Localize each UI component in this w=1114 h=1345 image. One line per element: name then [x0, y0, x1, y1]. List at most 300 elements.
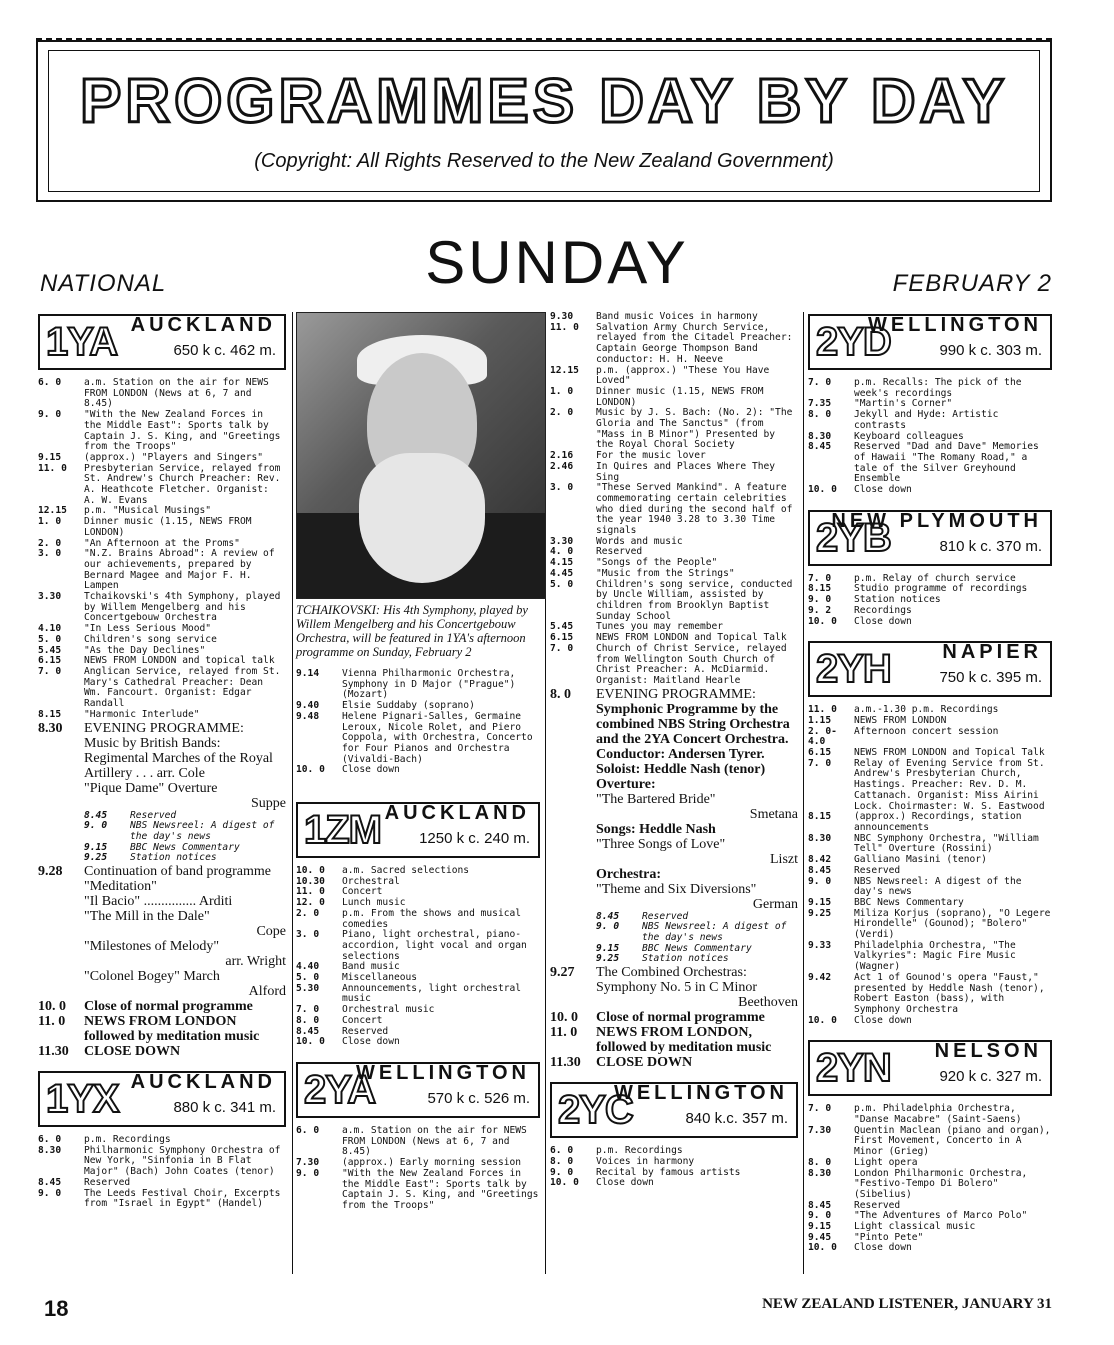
entry-text: Lunch music: [342, 897, 406, 909]
entry-time: 9. 0: [808, 875, 832, 887]
schedule-entry: [38, 464, 286, 507]
entry-time: 7. 0: [296, 1004, 320, 1016]
entry-text: Orchestral music: [342, 1004, 435, 1016]
entry-text: "With the New Zealand Forces in the Middle East": Sports talk by Captain J. S. King, and "Greetings from the Troops": [342, 1167, 539, 1211]
station-frequency: 1250 k c. 240 m.: [419, 830, 530, 848]
schedule-entry: [550, 537, 798, 548]
entry-text: Music by J. S. Bach: (No. 2): "The Gloria and The Sanctus" (from "Mass in B Minor") Presented by the Royal Choral Society: [596, 407, 793, 451]
entry-time: 12. 0: [296, 897, 325, 909]
entry-time: 11. 0: [296, 886, 325, 898]
entry-time: 8.45: [808, 441, 832, 453]
station-header-2ya: [296, 1062, 540, 1118]
entry-text: "The Mill in the Dale": [84, 909, 210, 925]
entry-time: 3.30: [550, 535, 574, 547]
entry-text: "As the Day Declines": [84, 644, 206, 656]
schedule-entry: [808, 606, 1052, 617]
entry-time: 9.15: [808, 896, 832, 908]
entry-time: 8. 0: [808, 409, 832, 421]
entry-time: 4. 0: [550, 546, 574, 558]
entry-text: London Philharmonic Orchestra, "Festivo-Tempo Di Bolero" (Sibelius): [854, 1167, 1028, 1200]
station-header-1ya: [38, 314, 286, 370]
entry-time: 7.30: [296, 1157, 320, 1169]
schedule-entry: [808, 595, 1052, 606]
schedule-entry: [296, 930, 540, 962]
entry-text: Keyboard colleagues: [854, 430, 964, 442]
schedule-entry: [296, 887, 540, 898]
entry-text: p.m. Recalls: The pick of the week's recordings: [854, 377, 1022, 399]
entry-text: BBC News Commentary: [130, 841, 240, 853]
entry-text: Reserved: [854, 864, 901, 876]
entry-time: 9.15: [596, 942, 620, 954]
station-city: WELLINGTON: [613, 1082, 788, 1105]
entry-time: 11. 0: [550, 321, 579, 333]
schedule-2yd: [808, 378, 1052, 496]
entry-text: "Milestones of Melody": [84, 939, 220, 955]
banner-title: PROGRAMMES DAY BY DAY: [79, 67, 1009, 136]
station-city: AUCKLAND: [384, 802, 530, 825]
entry-time: 7.30: [808, 1124, 832, 1136]
entry-time: 7. 0: [550, 642, 574, 654]
station-frequency: 840 k.c. 357 m.: [685, 1110, 788, 1128]
entry-text: Children's song service, conducted by Uncle William, assisted by children from Brooklyn Baptist Sunday School: [596, 578, 793, 622]
entry-text: p.m. (approx.) "These You Have Loved": [596, 364, 770, 387]
schedule-entry: [808, 1222, 1052, 1233]
entry-text: Close of normal programme: [84, 999, 253, 1015]
evening-composer: Smetana: [749, 806, 798, 822]
entry-time: 4.10: [38, 623, 62, 635]
schedule-entry: [808, 812, 1052, 833]
entry-time: 8.45: [808, 864, 832, 876]
schedule-entry: [550, 644, 798, 687]
entry-time: 4.45: [550, 567, 574, 579]
entry-text: Jekyll and Hyde: Artistic contrasts: [854, 409, 999, 431]
entry-time: 9.48: [296, 710, 320, 722]
entry-time: 11. 0: [550, 1025, 578, 1041]
station-header-1yx: [38, 1071, 286, 1127]
entry-time: 5.45: [38, 644, 62, 656]
entry-text: "Pinto Pete": [854, 1231, 924, 1243]
schedule-entry: [808, 1169, 1052, 1201]
schedule-entry: [38, 378, 286, 410]
entry-text: p.m. From the shows and musical comedies: [342, 907, 522, 930]
column-rule: [292, 312, 293, 1274]
entry-time: 11. 0: [38, 462, 67, 474]
entry-text: NBC Symphony Orchestra, "William Tell" Overture (Rossini): [854, 832, 1039, 855]
entry-time: 9.30: [550, 311, 574, 322]
station-logo: 2YA: [304, 1067, 376, 1112]
schedule-entry: [808, 866, 1052, 877]
station-city: NEW PLYMOUTH: [831, 509, 1042, 532]
entry-time: 5. 0: [38, 633, 62, 645]
station-frequency: 650 k c. 462 m.: [173, 342, 276, 359]
entry-text: NBS Newsreel: A digest of the day's news: [642, 921, 787, 944]
entry-text: Afternoon concert session: [854, 725, 999, 737]
entry-time: 8.45: [296, 1025, 320, 1037]
schedule-entry: [296, 1016, 540, 1027]
photo-caption: TCHAIKOVSKI: His 4th Symphony, played by Willem Mengelberg and his Concertgebouw Orchestra, will be featured in 1YA's afternoon programme on Sunday, February 2: [296, 603, 528, 659]
entry-text: Galliano Masini (tenor): [854, 854, 987, 866]
entry-text: Station notices: [854, 594, 941, 606]
schedule-entry: [808, 855, 1052, 866]
schedule-entry: [550, 462, 798, 483]
entry-time: 9.25: [84, 852, 108, 864]
schedule-entry: [550, 1010, 798, 1025]
evening-heading: 8.30 EVENING PROGRAMME:: [38, 720, 244, 736]
entry-text: "N.Z. Brains Abroad": A review of our achievements, prepared by Bernard Magee and Major F. H. Lampen: [84, 548, 275, 592]
entry-time: 10. 0: [550, 1177, 579, 1189]
schedule-entry: [38, 592, 286, 624]
entry-text: Concert: [342, 886, 383, 898]
station-header-2yn: [808, 1040, 1052, 1096]
entry-time: 8. 0: [296, 1014, 320, 1026]
banner-subtitle: (Copyright: All Rights Reserved to the New Zealand Government): [254, 150, 834, 172]
entry-time: 8.30: [808, 832, 832, 844]
entry-time: 9. 0: [38, 1187, 62, 1199]
station-city: AUCKLAND: [130, 1071, 276, 1094]
entry-time: 11. 0: [38, 1014, 66, 1030]
entry-text: Concert: [342, 1014, 383, 1026]
entry-text: Band music Voices in harmony: [596, 311, 758, 322]
entry-text: BBC News Commentary: [642, 942, 752, 954]
entry-text: "Colonel Bogey" March: [84, 969, 220, 985]
station-frequency: 810 k c. 370 m.: [939, 537, 1042, 555]
evening-item: "Theme and Six Diversions": [596, 881, 757, 897]
entry-text: Vienna Philharmonic Orchestra, Symphony in D Major ("Prague") (Mozart): [342, 668, 516, 701]
entry-time: 10. 0: [808, 1242, 837, 1254]
schedule-entry: [38, 1178, 286, 1189]
entry-text: NBS Newsreel: A digest of the day's news: [130, 820, 275, 842]
schedule-entry: [38, 710, 286, 721]
entry-time: 8.30: [38, 1144, 62, 1156]
entry-time: 7. 0: [38, 665, 62, 677]
schedule-entry: [808, 1126, 1052, 1158]
schedule-entry: [38, 1146, 286, 1178]
evening-heading: 9.28 Continuation of band programme: [38, 864, 272, 880]
entry-text: Quentin Maclean (piano and organ), First Movement, Concerto in A Minor (Grieg): [854, 1124, 1051, 1158]
entry-time: 10. 0: [808, 615, 837, 627]
evening-subheading: Overture:: [596, 776, 656, 792]
entry-text: "Songs of the People": [596, 557, 718, 569]
entry-time: 11.30: [38, 1044, 69, 1060]
entry-time: 4.40: [296, 961, 320, 973]
evening-subheading: Songs: Heddle Nash: [596, 821, 716, 837]
schedule-entry: [84, 909, 286, 939]
entry-text: NEWS FROM LONDON, followed by meditation music: [596, 1025, 772, 1056]
entry-time: 8.42: [808, 854, 832, 866]
entry-time: 5. 0: [296, 972, 320, 984]
entry-text: Children's song service: [84, 633, 217, 645]
entry-text: a.m.-1.30 p.m. Recordings: [854, 704, 999, 716]
station-city: AUCKLAND: [130, 314, 276, 336]
schedule-1zm: [296, 866, 540, 1048]
schedule-entry: [808, 898, 1052, 909]
schedule-2yb: [808, 574, 1052, 628]
entry-time: 9.14: [296, 668, 320, 679]
entry-time: 9.15: [38, 451, 62, 463]
entry-text: Miliza Korjus (soprano), "O Legere Hirondelle" (Gounod); "Bolero" (Verdi): [854, 907, 1051, 941]
station-frequency: 990 k c. 303 m.: [939, 342, 1042, 359]
schedule-entry: [296, 765, 540, 776]
entry-time: 9.25: [596, 953, 620, 965]
schedule-entry: [38, 549, 286, 592]
entry-text: a.m. Sacred selections: [342, 865, 470, 877]
schedule-entry: [84, 853, 286, 864]
schedule-entry: [296, 1037, 540, 1048]
station-header-1zm: [296, 802, 540, 858]
entry-time: 2. 0: [296, 907, 320, 919]
entry-time: 9.40: [296, 700, 320, 712]
entry-time: 5.30: [296, 982, 320, 994]
entry-time: 7.35: [808, 398, 832, 410]
schedule-2yn: [808, 1104, 1052, 1254]
entry-text: Presbyterian Service, relayed from St. Andrew's Church Preacher: Rev. A. Heathcote Fletcher. Organist: A. W. Evans: [84, 462, 281, 506]
schedule-entry: [296, 1126, 540, 1158]
entry-time: 8. 0: [550, 1155, 574, 1167]
entry-text: a.m. Station on the air for NEWS FROM LONDON (News at 6, 7 and 8.45): [84, 377, 269, 410]
column-3: [550, 312, 798, 1189]
station-city: WELLINGTON: [355, 1061, 530, 1084]
entry-text: "Il Bacio" ............... Arditi: [84, 894, 233, 910]
schedule-1yx: [38, 1135, 286, 1210]
evening-subtitle: Music by British Bands:: [84, 735, 221, 751]
schedule-entry: [550, 483, 798, 537]
entry-text: Close down: [854, 1014, 912, 1026]
entry-text: "Harmonic Interlude": [84, 708, 200, 720]
entry-time: 8.45: [38, 1176, 62, 1188]
entry-text: The Leeds Festival Choir, Excerpts from "Israel in Egypt" (Handel): [84, 1187, 281, 1210]
entry-text: Reserved "Dad and Dave" Memories of Hawaii "The Romany Road," a tale of the Silver Greyhound Ensemble: [854, 441, 1039, 485]
entry-text: Band music: [342, 961, 400, 973]
schedule-entry: [550, 387, 798, 408]
schedule-entry: [84, 969, 286, 999]
entry-time: 10. 0: [550, 1010, 578, 1026]
schedule-entry: [596, 922, 798, 943]
top-rule: [36, 38, 1052, 40]
schedule-entry: [808, 1016, 1052, 1027]
entry-time: 4.15: [550, 557, 574, 569]
evening-composer: German: [752, 896, 798, 912]
entry-time: 10. 0: [808, 1014, 837, 1026]
entry-text: Voices in harmony: [596, 1155, 695, 1167]
schedule-entry: [550, 569, 798, 580]
entry-time: 6.15: [808, 747, 832, 759]
entry-time: 12.15: [550, 364, 579, 376]
entry-time: 9.15: [84, 841, 108, 853]
station-frequency: 880 k c. 341 m.: [173, 1099, 276, 1117]
station-logo: 2YD: [816, 320, 891, 364]
entry-time: 6. 0: [550, 1145, 574, 1157]
schedule-entry: [550, 1055, 798, 1070]
schedule-entry: [550, 366, 798, 387]
schedule-entry: [296, 1169, 540, 1212]
band-items: [38, 879, 286, 999]
schedule-entry: [808, 1243, 1052, 1254]
entry-text: Close down: [342, 1036, 400, 1048]
schedule-entry: [84, 821, 286, 842]
station-city: NELSON: [934, 1040, 1042, 1063]
entry-time: 3. 0: [296, 929, 320, 941]
entry-text: Close of normal programme: [596, 1010, 765, 1026]
schedule-entry: [38, 1189, 286, 1210]
schedule-entry: [808, 834, 1052, 855]
schedule-entry: [296, 909, 540, 930]
entry-time: 1. 0: [38, 516, 62, 528]
schedule-entry: [550, 580, 798, 623]
entry-text: (approx.) Recordings, station announcements: [854, 811, 1022, 833]
schedule-entry: [296, 712, 540, 766]
entry-time: 10. 0: [296, 764, 325, 776]
entry-text: Dinner music (1.15, NEWS FROM LONDON): [84, 516, 252, 538]
entry-time: 6.15: [38, 655, 62, 667]
entry-time: 8.15: [38, 708, 62, 720]
entry-text: NEWS FROM LONDON and Topical Talk: [596, 632, 787, 644]
entry-time: 1. 0: [550, 385, 574, 397]
entry-text: Recordings: [854, 604, 912, 616]
entry-text: p.m. Recordings: [596, 1145, 683, 1157]
entry-text: Reserved: [130, 809, 177, 821]
tchaikovski-portrait: [296, 312, 546, 599]
entry-text: "Music from the Strings": [596, 567, 735, 579]
entry-time: 9.15: [808, 1221, 832, 1233]
column-2: [296, 312, 540, 1212]
entry-time: 2. 0: [38, 537, 62, 549]
station-header-2yd: [808, 314, 1052, 370]
entry-text: Anglican Service, relayed from St. Mary's Cathedral Preacher: Dean Wm. Fancourt. Organist: Edgar Randall: [84, 665, 281, 710]
entry-text: CLOSE DOWN: [84, 1044, 181, 1060]
entry-text: Close down: [854, 615, 912, 627]
entry-text: "These Served Mankind". A feature commemorating certain celebrities who died during the second half of the year 1940 3.28 to 3.30 Time signals: [596, 482, 793, 537]
entry-text: Close down: [342, 764, 400, 776]
entry-time: 10.30: [296, 875, 325, 887]
evening-composer: Beethoven: [738, 995, 798, 1011]
schedule-entry: [550, 323, 798, 366]
evening-heading: 8. 0 EVENING PROGRAMME:: [550, 686, 756, 702]
entry-text: BBC News Commentary: [854, 896, 964, 908]
station-header-2yc: [550, 1082, 798, 1138]
schedule-entry: [808, 941, 1052, 973]
evening-subheading: Orchestra:: [596, 866, 662, 882]
schedule-entry: [550, 408, 798, 451]
entry-text: In Quires and Places Where They Sing: [596, 460, 776, 483]
entry-text: a.m. Station on the air for NEWS FROM LONDON (News at 6, 7 and 8.45): [342, 1124, 527, 1158]
station-header-2yb: [808, 510, 1052, 566]
station-city: WELLINGTON: [867, 314, 1042, 336]
schedule-entry: [296, 866, 540, 877]
schedule-entry: [808, 727, 1052, 748]
entry-text: Close down: [854, 484, 912, 496]
schedule-entry: [296, 1027, 540, 1038]
entry-composer: arr. Wright: [225, 954, 286, 970]
entry-time: 7. 0: [808, 377, 832, 388]
evening-item: "The Bartered Bride": [596, 791, 716, 807]
station-logo: 2YC: [558, 1088, 633, 1133]
entry-composer: Alford: [248, 984, 286, 1000]
day-title: SUNDAY: [425, 229, 689, 296]
entry-text: Reserved: [596, 546, 643, 558]
station-frequency: 750 k c. 395 m.: [939, 669, 1042, 687]
entry-text: Elsie Suddaby (soprano): [342, 700, 475, 712]
entry-time: 1.15: [808, 714, 832, 726]
entry-text: NEWS FROM LONDON and topical talk: [84, 655, 275, 667]
schedule-entry: [808, 909, 1052, 941]
entry-time: 6.15: [550, 632, 574, 644]
entry-time: 9.25: [808, 907, 832, 919]
entry-text: Salvation Army Church Service, relayed from the Citadel Preacher: Captain George Thompson Band conductor: H. H. Neeve: [596, 321, 793, 365]
entry-text: p.m. Philadelphia Orchestra, "Danse Macabre" (Saint-Saens): [854, 1103, 1022, 1126]
station-logo: 1ZM: [304, 808, 381, 853]
entry-text: NEWS FROM LONDON and Topical Talk: [854, 747, 1045, 759]
schedule-entry: [296, 669, 540, 701]
schedule-entry: [808, 1104, 1052, 1125]
entry-text: Light classical music: [854, 1221, 976, 1233]
entry-text: NEWS FROM LONDON: [854, 714, 947, 726]
entry-text: p.m. Relay of church service: [854, 572, 1016, 584]
entry-text: Philharmonic Symphony Orchestra of New York, "Sinfonia in B Flat Major" (Bach) John Coates (tenor): [84, 1144, 281, 1178]
station-logo: 1YX: [46, 1077, 119, 1122]
entry-text: Miscellaneous: [342, 972, 418, 984]
entry-time: 7. 0: [808, 1103, 832, 1115]
schedule-entry: [808, 759, 1052, 813]
page-number: 18: [44, 1296, 69, 1321]
entry-time: 9. 0: [808, 594, 832, 606]
schedule-2yh: [808, 705, 1052, 1026]
schedule-entry: [808, 973, 1052, 1016]
network-label: NATIONAL: [40, 270, 167, 297]
entry-text: For the music lover: [596, 450, 706, 462]
entry-time: 8.45: [808, 1199, 832, 1211]
entry-text: "Martin's Corner": [854, 398, 953, 410]
entry-time: 9. 0: [596, 921, 620, 933]
entry-time: 2. 0-4.0: [808, 725, 837, 748]
evening-small-items: [550, 912, 798, 966]
date-label: FEBRUARY 2: [892, 270, 1052, 297]
schedule-2yc: [550, 1146, 798, 1189]
entry-text: Light opera: [854, 1156, 918, 1168]
schedule-entry: [808, 378, 1052, 399]
entry-time: 3. 0: [38, 548, 62, 560]
schedule-entry: [38, 1044, 286, 1059]
schedule-entry: [596, 954, 798, 965]
entry-time: 10. 0: [296, 1036, 325, 1048]
station-city: NAPIER: [942, 641, 1042, 664]
closing-items: [38, 999, 286, 1059]
entry-text: Orchestral: [342, 875, 400, 887]
entry-text: Tunes you may remember: [596, 621, 724, 633]
schedule-entry: [808, 410, 1052, 431]
entry-text: Act 1 of Gounod's opera "Faust," presented by Heddle Nash (tenor), Robert Easton (bass), with Symphony Orchestra: [854, 971, 1045, 1015]
schedule-entry: [808, 617, 1052, 628]
entry-text: "The Adventures of Marco Polo": [854, 1210, 1028, 1222]
evening-item: Regimental Marches of the Royal Artillery . . . arr. Cole: [84, 750, 273, 781]
entry-text: Reserved: [854, 1199, 901, 1211]
schedule-entry: [296, 877, 540, 888]
entry-time: 8. 0: [808, 1156, 832, 1168]
entry-time: 9. 0: [808, 1210, 832, 1222]
schedule-entry: [808, 442, 1052, 485]
entry-text: Church of Christ Service, relayed from Wellington South Church of Christ Preacher: A. McDiarmid. Organist: Maitland Hearle: [596, 642, 787, 686]
entry-text: Philadelphia Orchestra, "The Valkyries": Magic Fire Music (Wagner): [854, 939, 1016, 973]
schedule-entry: [38, 1014, 286, 1044]
entry-time: 11.30: [550, 1055, 581, 1071]
entry-text: "With the New Zealand Forces in the Middle East": Sports talk by Captain J. S. King, and "Greetings from the Troops": [84, 409, 281, 453]
entry-text: Close down: [596, 1177, 654, 1189]
entry-text: CLOSE DOWN: [596, 1055, 693, 1071]
schedule-entry: [38, 999, 286, 1014]
station-logo: 2YH: [816, 647, 891, 692]
schedule-entry: [808, 1158, 1052, 1169]
schedule-2ya: [296, 1126, 540, 1212]
schedule-entry: [296, 1005, 540, 1016]
